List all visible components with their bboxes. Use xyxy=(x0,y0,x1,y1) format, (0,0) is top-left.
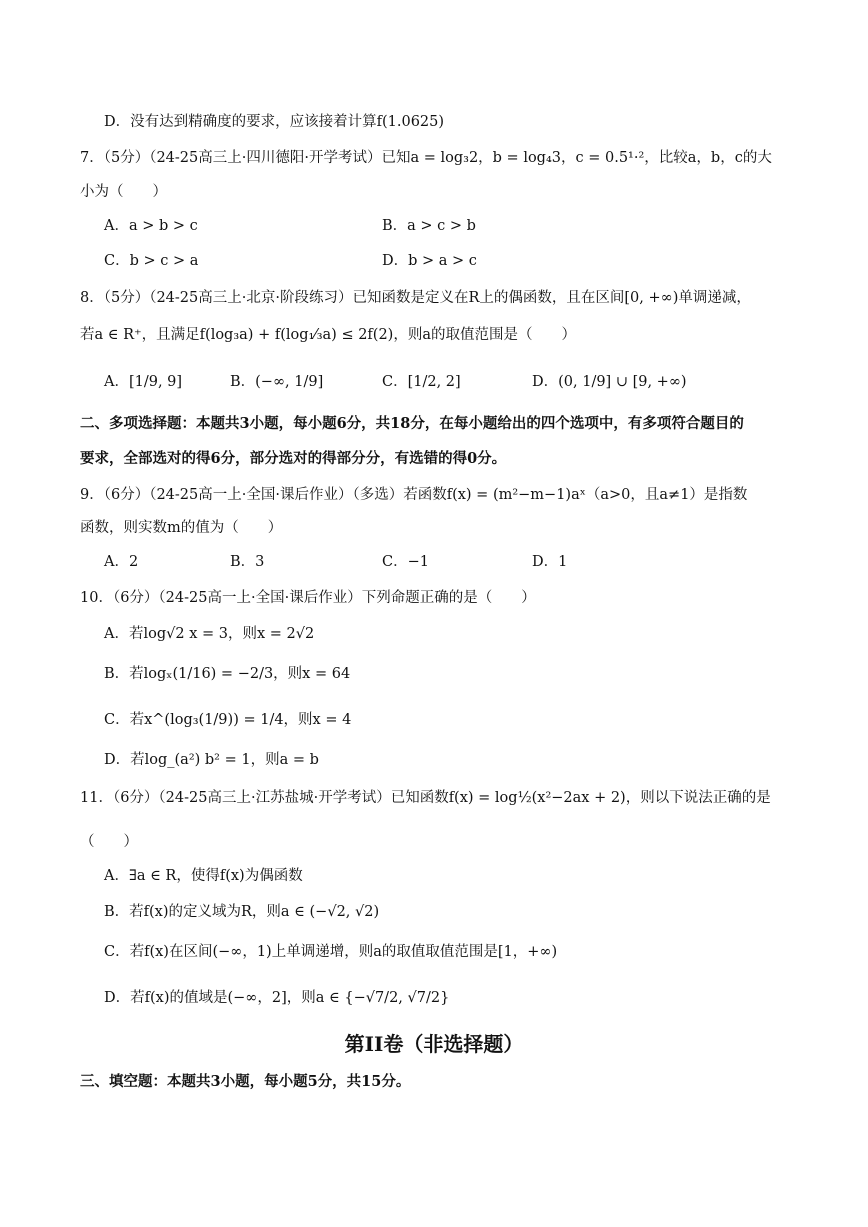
q8-option-c: C．[1/2, 2] xyxy=(382,374,461,390)
section3-heading: 三、填空题：本题共3小题，每小题5分，共15分。 xyxy=(80,1073,411,1090)
q8-stem-line1: 8．（5分）（24-25高三上·北京·阶段练习）已知函数是定义在R上的偶函数，且在区间[0, +∞)单调递减， xyxy=(80,290,751,306)
q11-stem-line1: 11．（6分）（24-25高三上·江苏盐城·开学考试）已知函数f(x) = log½(x²−2ax + 2)，则以下说法正确的是 xyxy=(80,790,771,806)
section2-heading-line2: 要求，全部选对的得6分，部分选对的得部分分，有选错的得0分。 xyxy=(80,450,507,467)
q9-option-a: A．2 xyxy=(104,554,139,570)
q10-option-a: A．若log√2 x = 3，则x = 2√2 xyxy=(104,626,315,642)
q7-option-c: C．b > c > a xyxy=(104,253,199,269)
q11-option-b: B．若f(x)的定义域为R，则a ∈ (−√2, √2) xyxy=(104,904,380,920)
q11-stem-line2: （ ） xyxy=(80,834,138,850)
q7-stem-line2: 小为（ ） xyxy=(80,184,167,200)
q7-option-b: B．a > c > b xyxy=(382,218,476,234)
q9-stem-line2: 函数，则实数m的值为（ ） xyxy=(80,520,283,536)
q9-option-d: D．1 xyxy=(532,554,568,570)
q8-option-b: B．(−∞, 1/9] xyxy=(230,374,324,390)
q11-option-d: D．若f(x)的值域是(−∞，2]，则a ∈ {−√7/2, √7/2} xyxy=(104,990,450,1006)
q10-option-d: D．若log_(a²) b² = 1，则a = b xyxy=(104,752,319,768)
q7-stem-line1: 7．（5分）（24-25高三上·四川德阳·开学考试）已知a = log₃2，b = log₄3，c = 0.5¹·²，比较a，b，c的大 xyxy=(80,150,772,166)
q10-option-b: B．若logₓ(1/16) = −2/3，则x = 64 xyxy=(104,666,351,682)
q9-stem-line1: 9．（6分）（24-25高一上·全国·课后作业）（多选）若函数f(x) = (m²−m−1)aˣ（a>0，且a≠1）是指数 xyxy=(80,487,748,503)
q8-option-a: A．[1/9, 9] xyxy=(104,374,183,390)
q8-stem-line2: 若a ∈ R⁺，且满足f(log₃a) + f(log₁⁄₃a) ≤ 2f(2)，则a的取值范围是（ ） xyxy=(80,327,576,343)
q10-stem: 10．（6分）（24-25高一上·全国·课后作业）下列命题正确的是（ ） xyxy=(80,590,536,606)
q6-option-d: D．没有达到精确度的要求，应该接着计算f(1.0625) xyxy=(104,114,445,130)
q9-option-b: B．3 xyxy=(230,554,265,570)
section2-heading-line1: 二、多项选择题：本题共3小题，每小题6分，共18分，在每小题给出的四个选项中，有多项符合题目的 xyxy=(80,415,744,432)
q10-option-c: C．若x^(log₃(1/9)) = 1/4，则x = 4 xyxy=(104,712,352,728)
part2-title: 第II卷（非选择题） xyxy=(344,1032,524,1056)
q8-option-d: D．(0, 1/9] ∪ [9, +∞) xyxy=(532,374,687,390)
q9-option-c: C．−1 xyxy=(382,554,429,570)
q11-option-a: A．∃a ∈ R，使得f(x)为偶函数 xyxy=(104,868,303,884)
q11-option-c: C．若f(x)在区间(−∞，1)上单调递增，则a的取值取值范围是[1，+∞) xyxy=(104,944,558,960)
q7-option-d: D．b > a > c xyxy=(382,253,477,269)
q7-option-a: A．a > b > c xyxy=(104,218,198,234)
